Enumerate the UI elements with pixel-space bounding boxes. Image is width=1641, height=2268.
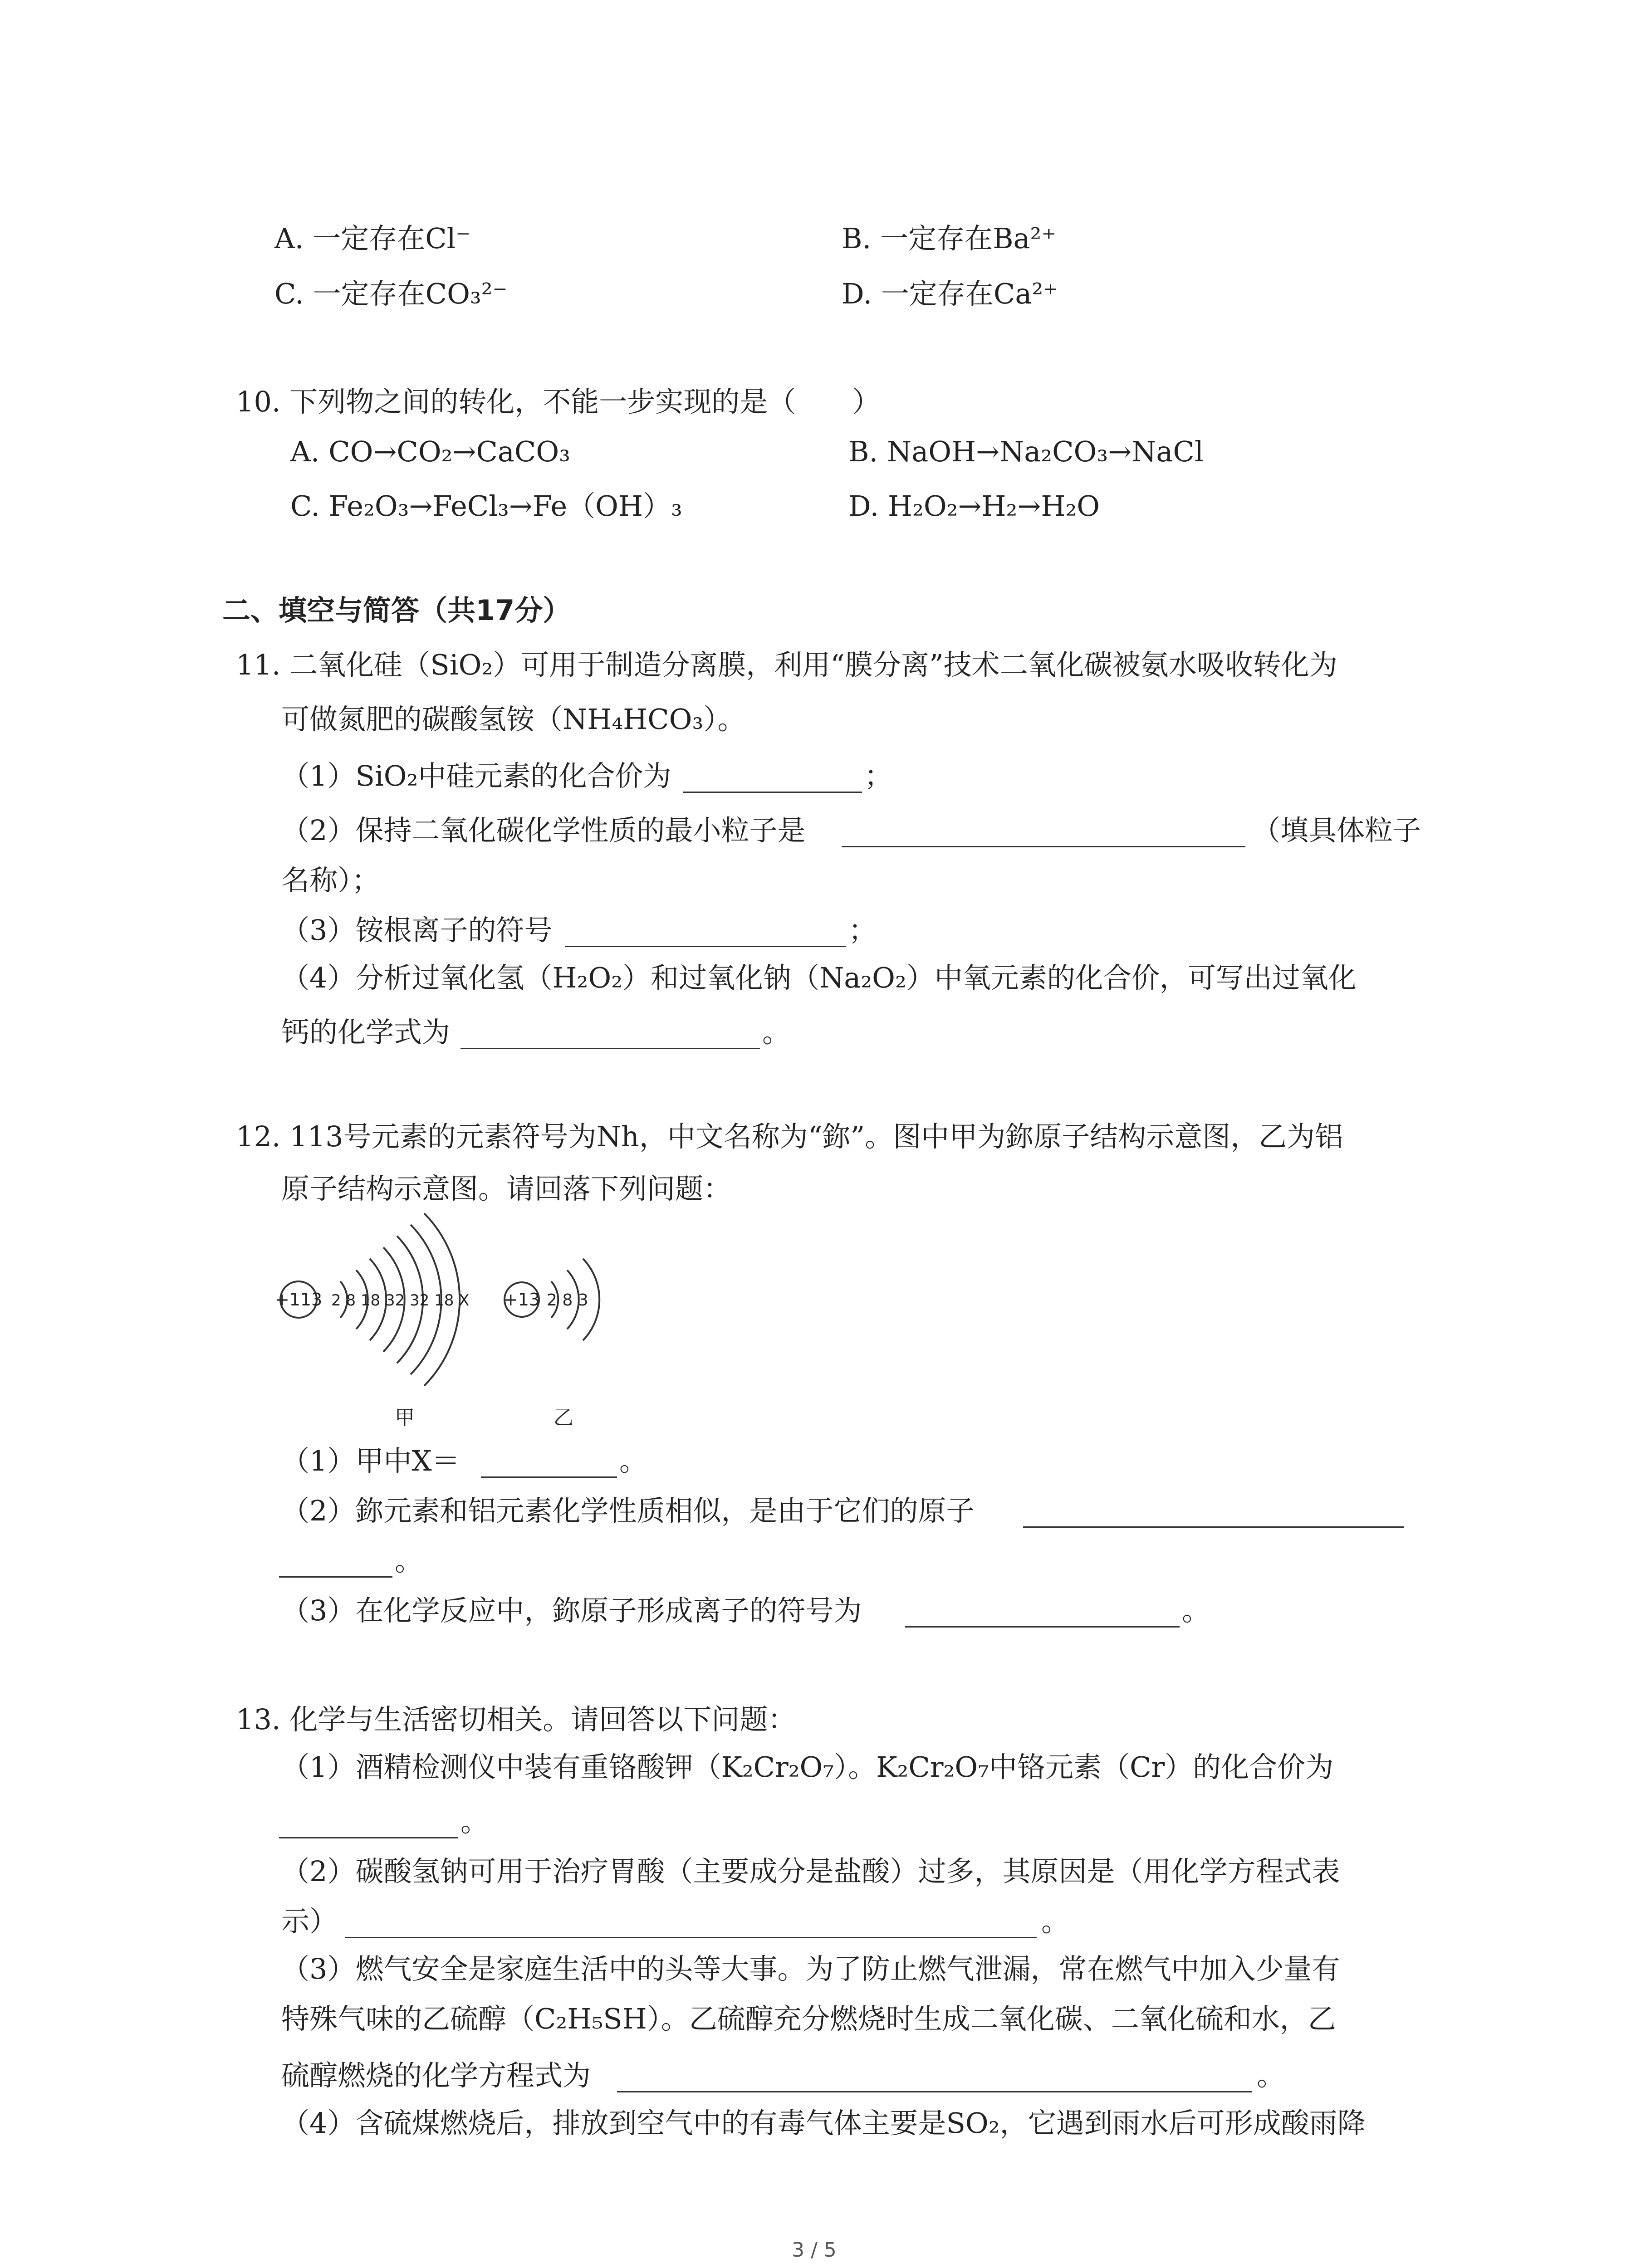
q11-part2-end: （填具体粒子: [1252, 814, 1421, 847]
q9-option-c: C. 一定存在CO₃²⁻: [274, 277, 508, 310]
q13-part2-answer-blank[interactable]: [345, 1937, 1037, 1938]
q12-part1-end: 。: [619, 1444, 648, 1477]
q12-part2-answer-blank-line2[interactable]: [279, 1576, 392, 1578]
q11-part1-answer-blank[interactable]: [683, 792, 862, 793]
nihonium-electron-config: 2 8 18 32 32 18 X: [331, 1291, 470, 1310]
q11-part3-answer-blank[interactable]: [565, 946, 846, 947]
q12-stem-line1: 12. 113号元素的元素符号为Nh，中文名称为“鉨”。图中甲为鉨原子结构示意图，乙为铝: [236, 1120, 1343, 1153]
q13-part3-answer-blank[interactable]: [617, 2091, 1252, 2092]
q12-part3: （3）在化学反应中，鉨原子形成离子的符号为: [281, 1594, 862, 1627]
q13-part1-answer-blank[interactable]: [279, 1837, 458, 1838]
q10-option-c: C. Fe₂O₃→FeCl₃→Fe（OH）₃: [290, 489, 682, 523]
q12-stem-line2: 原子结构示意图。请回落下列问题：: [281, 1172, 732, 1205]
q13-part1-line1: （1）酒精检测仪中装有重铬酸钾（K₂Cr₂O₇）。K₂Cr₂O₇中铬元素（Cr）的化合价为: [281, 1750, 1334, 1784]
q13-part3-line1: （3）燃气安全是家庭生活中的头等大事。为了防止燃气泄漏，常在燃气中加入少量有: [281, 1952, 1340, 1985]
q11-part2-answer-blank[interactable]: [842, 846, 1245, 847]
q11-part4-line2: 钙的化学式为: [281, 1016, 451, 1049]
q11-part2: （2）保持二氧化碳化学性质的最小粒子是: [281, 814, 806, 847]
q10-option-d: D. H₂O₂→H₂→H₂O: [848, 489, 1100, 523]
q13-part4-line1: （4）含硫煤燃烧后，排放到空气中的有毒气体主要是SO₂，它遇到雨水后可形成酸雨降: [281, 2107, 1366, 2140]
q13-part2-line1: （2）碳酸氢钠可用于治疗胃酸（主要成分是盐酸）过多，其原因是（用化学方程式表: [281, 1855, 1340, 1888]
q11-stem-line2: 可做氮肥的碳酸氢铵（NH₄HCO₃）。: [281, 703, 746, 736]
q11-part1: （1）SiO₂中硅元素的化合价为: [281, 759, 671, 792]
aluminum-electron-config: 2 8 3: [547, 1291, 588, 1310]
q11-part2-line2: 名称）；: [281, 864, 380, 897]
q12-part1: （1）甲中X＝: [281, 1444, 460, 1477]
aluminum-nucleus: +13: [503, 1290, 540, 1310]
nihonium-diagram-label: 甲: [395, 1406, 415, 1429]
q11-part4-answer-blank[interactable]: [460, 1048, 760, 1049]
q13-part2-line2: 示）: [281, 1905, 338, 1938]
q11-part3-end: ；: [848, 914, 877, 947]
q9-option-a: A. 一定存在Cl⁻: [274, 222, 471, 255]
q10-option-b: B. NaOH→Na₂CO₃→NaCl: [848, 435, 1204, 468]
q9-option-d: D. 一定存在Ca²⁺: [842, 277, 1058, 310]
q12-part3-answer-blank[interactable]: [905, 1626, 1180, 1628]
section-title: 二、填空与简答（共17分）: [222, 594, 571, 627]
q11-stem-line1: 11. 二氧化硅（SiO₂）可用于制造分离膜，利用“膜分离”技术二氧化碳被氨水吸收转化为: [236, 648, 1337, 681]
q11-part4-end: 。: [762, 1016, 791, 1049]
q12-part2-end: 。: [395, 1544, 423, 1577]
q13-part3-line3: 硫醇燃烧的化学方程式为: [281, 2059, 591, 2092]
q13-part3-line2: 特殊气味的乙硫醇（C₂H₅SH）。乙硫醇充分燃烧时生成二氧化碳、二氧化硫和水，乙: [281, 2002, 1336, 2035]
q11-part1-end: ；: [864, 759, 893, 792]
q13-stem: 13. 化学与生活密切相关。请回答以下问题：: [236, 1703, 796, 1736]
q9-option-b: B. 一定存在Ba²⁺: [842, 222, 1057, 255]
q10-stem: 10. 下列物之间的转化，不能一步实现的是（ ）: [236, 385, 881, 418]
q13-part2-end: 。: [1041, 1905, 1070, 1938]
q12-part1-answer-blank[interactable]: [481, 1476, 617, 1478]
q12-part3-end: 。: [1182, 1594, 1210, 1627]
page-number: 3 / 5: [792, 2239, 837, 2262]
q11-part4-line1: （4）分析过氧化氢（H₂O₂）和过氧化钠（Na₂O₂）中氧元素的化合价，可写出过氧化: [281, 961, 1357, 994]
q10-option-a: A. CO→CO₂→CaCO₃: [290, 435, 571, 468]
nihonium-nucleus: +113: [274, 1290, 323, 1310]
q13-part3-end: 。: [1257, 2059, 1285, 2092]
aluminum-diagram-label: 乙: [554, 1406, 573, 1429]
atomic-structure-diagram: [272, 1198, 662, 1438]
q12-part2: （2）鉨元素和铝元素化学性质相似，是由于它们的原子: [281, 1494, 975, 1527]
q13-part1-end: 。: [460, 1805, 489, 1838]
q11-part3: （3）铵根离子的符号: [281, 914, 553, 947]
q12-part2-answer-blank-line1[interactable]: [1023, 1526, 1404, 1528]
